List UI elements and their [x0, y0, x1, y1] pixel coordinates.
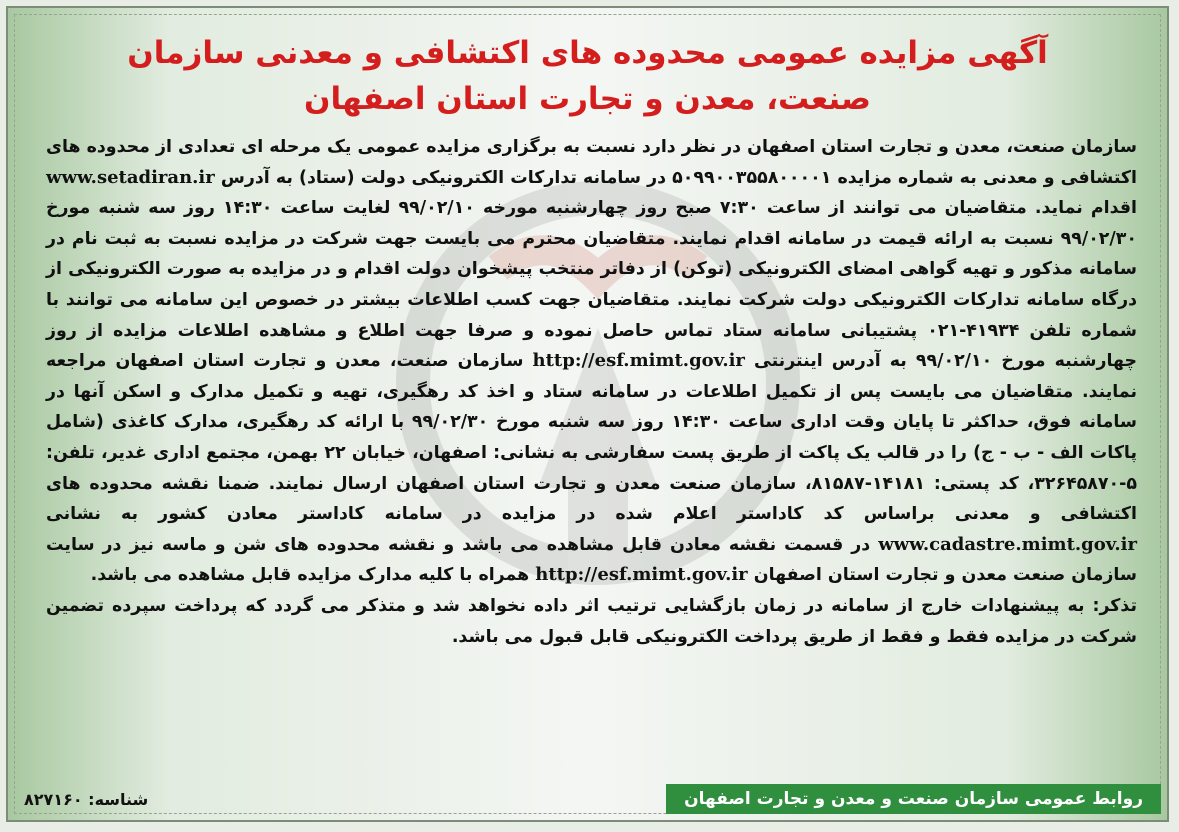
text-part: سازمان صنعت، معدن و تجارت استان اصفهان در نظر دارد نسبت به برگزاری مزایده عمومی یک مرحله ای تعدادی از محدوده های اکتشافی و معدنی به شماره مزایده ۵۰۹۹۰۰۳۵۵۸۰۰۰۰۱ در سامانه تدارکات الکترونیکی دولت (ستاد) به آدرس: [46, 137, 1137, 188]
setad-link[interactable]: www.setadiran.ir: [46, 166, 215, 188]
text-part: سازمان صنعت، معدن و تجارت استان اصفهان مراجعه نمایند. متقاضیان می بایست پس از تکمیل اطلاعات در سامانه ستاد و اخذ کد رهگیری، تهیه و تکمیل مدارک و اسکن آنها در سامانه فوق، حداکثر تا پایان وقت اداری ساعت ۱۴:۳۰ روز سه شنبه مورخ ۹۹/۰۲/۳۰ با ارائه کد رهگیری، مدارک کاغذی (شامل پاکات الف - ب - ج) را در قالب یک پاکت از طریق پست سفارشی به نشانی: اصفهان، خیابان ۲۲ بهمن، مجتمع اداری غدیر، تلفن: ۵-۳۲۶۴۵۸۷۰، کد پستی: ۱۴۱۸۱-۸۱۵۸۷، سازمان صنعت معدن و تجارت استان اصفهان ارسال نمایند. ضمنا نقشه محدوده های اکتشافی و معدنی براساس کد کاداستر اعلام شده در مزایده در سامانه کاداستر معادن کشور به نشانی: [46, 351, 1137, 525]
text-part: همراه با کلیه مدارک مزایده قابل مشاهده می باشد.: [90, 565, 536, 586]
main-paragraph: [46, 132, 1137, 591]
title-line-1: آگهی مزایده عمومی محدوده های اکتشافی و معدنی سازمان: [127, 35, 1048, 71]
announcement-title: [38, 30, 1137, 122]
title-line-2: صنعت، معدن و تجارت استان اصفهان: [304, 81, 871, 117]
footer: [14, 784, 1161, 814]
cadastre-link[interactable]: www.cadastre.mimt.gov.ir: [878, 533, 1137, 555]
announcement-body: [46, 132, 1137, 652]
note-paragraph: تذکر: به پیشنهادات خارج از سامانه در زمان بازگشایی ترتیب اثر داده نخواهد شد و متذکر می گردد که پرداخت سپرده تضمین شرکت در مزایده فقط و فقط از طریق پرداخت الکترونیکی قابل قبول می باشد.: [46, 595, 1137, 647]
ad-id: شناسه: ۸۲۷۱۶۰: [24, 789, 149, 809]
esf-link[interactable]: http://esf.mimt.gov.ir: [535, 564, 748, 586]
publisher-bar: روابط عمومی سازمان صنعت و معدن و تجارت اصفهان: [666, 784, 1161, 814]
text-part: اقدام نماید. متقاضیان می توانند از ساعت ۷:۳۰ صبح روز چهارشنبه مورخه ۹۹/۰۲/۱۰ لغایت ساعت ۱۴:۳۰ روز سه شنبه مورخ ۹۹/۰۲/۳۰ نسبت به ارائه قیمت در سامانه اقدام نمایند. متقاضیان محترم می بایست جهت شرکت در مزایده نسبت به ثبت نام در سامانه مذکور و تهیه گواهی امضای الکترونیکی (توکن) از دفاتر منتخب پیشخوان دولت اقدام و در مزایده به صورت الکترونیکی از درگاه سامانه تدارکات الکترونیکی دولت شرکت نمایند. متقاضیان جهت کسب اطلاعات بیشتر در خصوص این سامانه می توانند با شماره تلفن ۴۱۹۳۴-۰۲۱ پشتیبانی سامانه ستاد تماس حاصل نموده و صرفا جهت اطلاع و مشاهده اطلاعات مزایده از روز چهارشنبه مورخ ۹۹/۰۲/۱۰ به آدرس اینترنتی: [46, 198, 1138, 372]
advertisement-frame: [6, 6, 1169, 822]
text-part: در قسمت نقشه معادن قابل مشاهده می باشد و نقشه محدوده های شن و ماسه نیز در سایت سازمان صنعت معدن و تجارت استان اصفهان: [46, 534, 1137, 586]
esf-link[interactable]: http://esf.mimt.gov.ir: [532, 350, 745, 372]
